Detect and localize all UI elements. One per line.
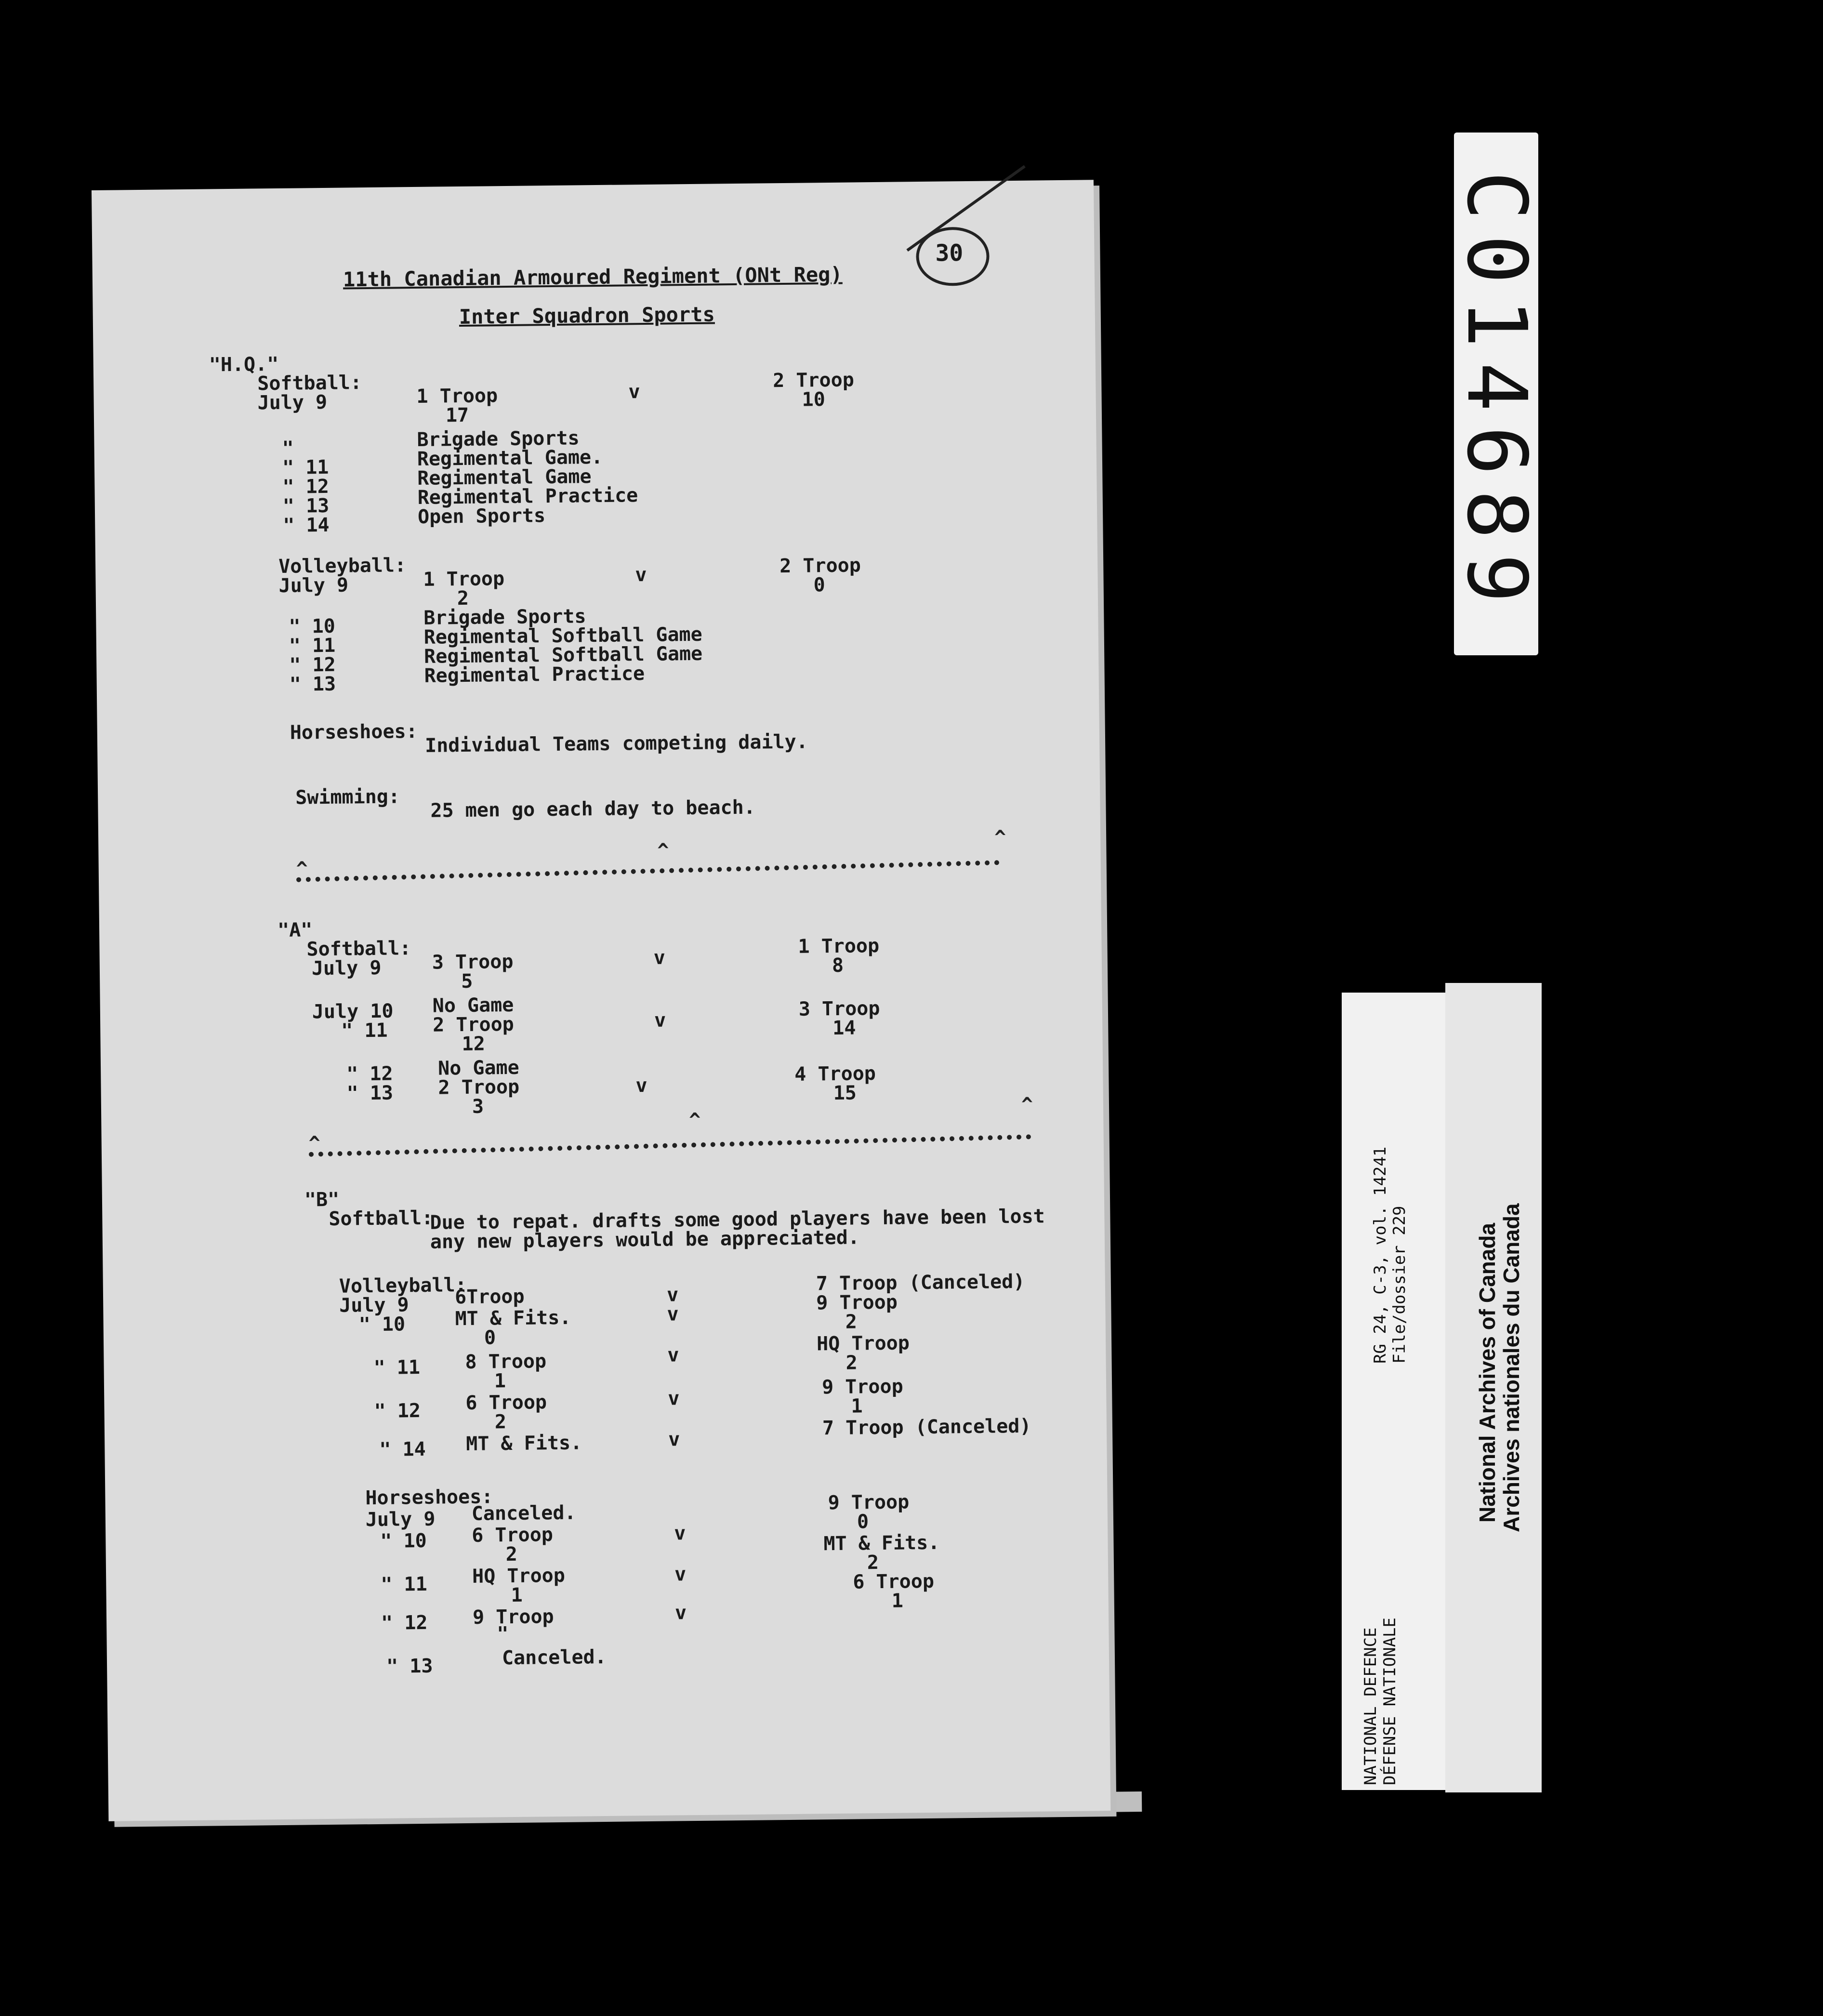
date: " 12 xyxy=(381,1611,428,1634)
team-left: HQ Troop xyxy=(472,1564,566,1588)
date: " 10 xyxy=(358,1313,406,1336)
score-left: " xyxy=(497,1623,509,1645)
date: " 12 xyxy=(289,653,336,676)
team-right: 3 Troop xyxy=(798,997,880,1021)
score-right: 10 xyxy=(802,388,826,411)
score-left: 3 xyxy=(472,1095,484,1118)
page-number-text: 30 xyxy=(935,239,964,267)
date: " 11 xyxy=(282,456,329,479)
reference-label xyxy=(1342,993,1445,1790)
score-right: 14 xyxy=(832,1017,856,1039)
versus: v xyxy=(654,1009,666,1032)
team-right: 7 Troop (Canceled) xyxy=(816,1270,1025,1295)
a-softball-label: Softball: xyxy=(306,937,411,961)
score-left: 1 xyxy=(511,1584,523,1607)
date: " 11 xyxy=(289,634,336,657)
date: " xyxy=(282,437,294,460)
event: Brigade Sports xyxy=(423,605,586,629)
team-left: 6 Troop xyxy=(472,1524,554,1547)
team-left: 8 Troop xyxy=(465,1350,547,1374)
score-left: 2 xyxy=(457,587,469,610)
team-left: 6Troop xyxy=(454,1285,525,1309)
team-right: 2 Troop xyxy=(772,369,855,392)
a-label: "A" xyxy=(277,919,313,942)
date: July 9 xyxy=(311,956,382,980)
b-horseshoes-label: Horseshoes: xyxy=(365,1485,493,1510)
date: " 13 xyxy=(386,1655,433,1678)
team-right: 4 Troop xyxy=(794,1062,876,1086)
caret-mark: ^ xyxy=(1021,1093,1033,1116)
document-title: 11th Canadian Armoured Regiment (ONt Reg) xyxy=(343,262,843,292)
versus: v xyxy=(635,563,647,586)
versus: v xyxy=(674,1522,686,1545)
team-left: 1 Troop xyxy=(416,385,498,408)
score-right: 0 xyxy=(857,1511,869,1533)
score-left: 5 xyxy=(461,970,473,993)
date: " 14 xyxy=(379,1438,426,1461)
team-left: Canceled. xyxy=(471,1501,576,1525)
section-divider xyxy=(309,1134,1031,1157)
date: " 12 xyxy=(374,1399,421,1422)
frame-number-strip xyxy=(1448,133,1544,655)
versus: v xyxy=(666,1284,679,1306)
event: Regimental Game. xyxy=(417,446,603,470)
date: July 10 xyxy=(312,1000,394,1023)
archive-name-en: National Archives of Canada xyxy=(1475,1222,1500,1523)
date: " 10 xyxy=(289,615,336,638)
archive-name-fr: Archives nationales du Canada xyxy=(1499,1203,1524,1532)
score-right: 0 xyxy=(813,574,825,597)
section-divider xyxy=(296,860,1000,882)
score-left: 0 xyxy=(484,1326,496,1349)
score-left: 2 xyxy=(505,1543,518,1566)
score-right: 2 xyxy=(867,1552,879,1574)
team-right: 9 Troop xyxy=(828,1491,910,1514)
team-left: MT & Fits. xyxy=(466,1432,582,1456)
dept-line: DÉFENSE NATIONALE xyxy=(1380,1618,1400,1785)
event: Brigade Sports xyxy=(417,427,580,451)
versus: v xyxy=(667,1344,679,1366)
event: Open Sports xyxy=(417,504,546,528)
archive-label xyxy=(1445,983,1542,1792)
hq-horseshoes-text: Individual Teams competing daily. xyxy=(424,730,808,757)
date: " 14 xyxy=(283,514,330,537)
event: Regimental Softball Game xyxy=(423,642,703,668)
team-left: 1 Troop xyxy=(423,568,505,591)
team-left: Canceled. xyxy=(502,1645,607,1670)
event: Regimental Game xyxy=(417,465,592,490)
team-left: 2 Troop xyxy=(432,1013,514,1036)
score-right: 15 xyxy=(833,1082,857,1104)
team-right: 7 Troop (Canceled) xyxy=(822,1415,1031,1440)
score-right: 8 xyxy=(832,954,844,977)
score-right: 2 xyxy=(845,1311,858,1333)
score-left: 1 xyxy=(494,1370,506,1393)
date: " 11 xyxy=(341,1019,388,1042)
caret-mark: ^ xyxy=(296,858,308,880)
date: " 13 xyxy=(282,494,330,517)
team-right: 9 Troop xyxy=(821,1375,903,1399)
score-left: 2 xyxy=(494,1411,507,1433)
team-right: 6 Troop xyxy=(853,1570,935,1593)
document-subtitle: Inter Squadron Sports xyxy=(459,302,715,329)
team-left: 3 Troop xyxy=(432,950,514,974)
versus: v xyxy=(667,1303,679,1326)
hq-label: "H.Q." xyxy=(209,353,279,376)
team-right: HQ Troop xyxy=(816,1332,910,1355)
hq-volleyball-label: Volleyball: xyxy=(278,554,407,578)
hq-softball-label: Softball: xyxy=(257,371,362,395)
team-right: 2 Troop xyxy=(779,554,861,578)
document-page xyxy=(92,180,1110,1821)
date: July 9 xyxy=(365,1508,436,1531)
score-left: 17 xyxy=(445,404,469,427)
date: " 10 xyxy=(380,1529,427,1552)
versus: v xyxy=(668,1428,680,1451)
caret-mark: ^ xyxy=(994,826,1006,849)
score-left: 12 xyxy=(462,1033,486,1056)
score-right: 1 xyxy=(891,1590,904,1612)
date: " 12 xyxy=(346,1062,393,1086)
hq-swimming-label: Swimming: xyxy=(295,785,400,809)
caret-mark: ^ xyxy=(308,1132,321,1155)
team-left: MT & Fits. xyxy=(455,1306,571,1330)
frame-number: C014689 xyxy=(1448,171,1544,617)
b-softball-label: Softball: xyxy=(329,1207,434,1230)
team-right: 1 Troop xyxy=(798,934,880,958)
date: " 13 xyxy=(346,1082,394,1105)
team-left: 2 Troop xyxy=(438,1075,520,1099)
date: July 9 xyxy=(257,391,328,414)
hq-swimming-text: 25 men go each day to beach. xyxy=(430,796,756,822)
team-left: No Game xyxy=(432,994,514,1017)
event: Regimental Practice xyxy=(424,663,645,687)
caret-mark: ^ xyxy=(689,1109,701,1132)
team-right: MT & Fits. xyxy=(823,1531,940,1555)
event: Regimental Practice xyxy=(417,484,638,509)
b-softball-note: any new players would be appreciated. xyxy=(430,1226,860,1253)
team-right: 9 Troop xyxy=(816,1291,898,1314)
versus: v xyxy=(674,1563,687,1586)
reference-line: RG 24, C-3, vol. 14241 xyxy=(1371,1146,1390,1364)
event: Regimental Softball Game xyxy=(423,623,702,649)
date: " 12 xyxy=(282,475,330,498)
versus: v xyxy=(635,1074,647,1097)
date: " 11 xyxy=(373,1356,421,1379)
b-volleyball-label: Volleyball: xyxy=(339,1273,467,1298)
dept-line: NATIONAL DEFENCE xyxy=(1361,1627,1380,1785)
date: July 9 xyxy=(339,1294,410,1317)
versus: v xyxy=(674,1602,687,1624)
date: July 9 xyxy=(278,574,349,597)
team-left: 6 Troop xyxy=(465,1391,547,1415)
team-left: No Game xyxy=(437,1056,519,1080)
b-label: "B" xyxy=(304,1188,340,1211)
hq-horseshoes-label: Horseshoes: xyxy=(290,720,418,744)
date: " 13 xyxy=(289,673,336,696)
date: " 11 xyxy=(381,1573,427,1596)
score-right: 2 xyxy=(845,1352,858,1374)
score-right: 1 xyxy=(851,1395,863,1418)
caret-mark: ^ xyxy=(657,839,669,862)
versus: v xyxy=(653,946,666,969)
versus: v xyxy=(628,381,640,403)
reference-line: File/dossier 229 xyxy=(1390,1206,1409,1364)
b-softball-note: Due to repat. drafts some good players have been lost xyxy=(430,1205,1045,1234)
versus: v xyxy=(668,1387,680,1410)
team-left: 9 Troop xyxy=(472,1605,554,1629)
